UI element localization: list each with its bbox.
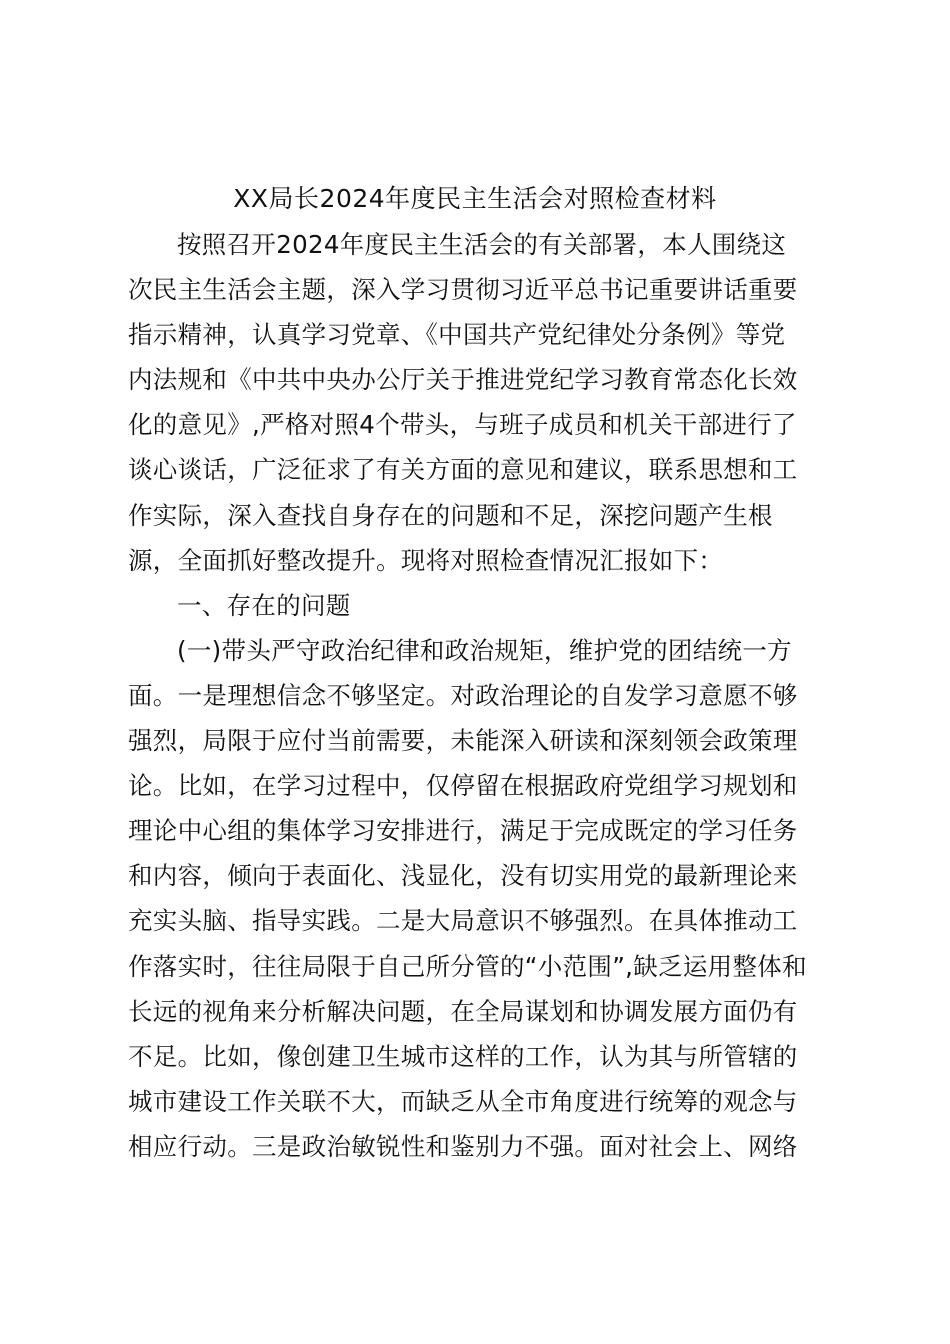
paragraph-line: 城市建设工作关联不大，而缺乏从全市角度进行统筹的观念与 xyxy=(128,1086,798,1116)
paragraph-line: 源，全面抓好整改提升。现将对照检查情况汇报如下： xyxy=(128,545,724,575)
paragraph-line: 不足。比如，像创建卫生城市这样的工作，认为其与所管辖的 xyxy=(128,1041,798,1071)
paragraph-line: 长远的视角来分析解决问题，在全局谋划和协调发展方面仍有 xyxy=(128,996,798,1026)
paragraph-line: 指示精神，认真学习党章、《中国共产党纪律处分条例》等党 xyxy=(128,320,786,350)
paragraph-line: 内法规和《中共中央办公厅关于推进党纪学习教育常态化长效 xyxy=(128,365,798,395)
paragraph-line: 和内容，倾向于表面化、浅显化，没有切实用党的最新理论来 xyxy=(128,861,798,891)
paragraph-line: 强烈，局限于应付当前需要，未能深入研读和深刻领会政策理 xyxy=(128,726,798,756)
paragraph-line: 面。一是理想信念不够坚定。对政治理论的自发学习意愿不够 xyxy=(128,680,798,710)
paragraph-line: 理论中心组的集体学习安排进行，满足于完成既定的学习任务 xyxy=(128,816,798,846)
document-body xyxy=(128,222,828,1169)
paragraph-line: 化的意见》,严格对照4个带头，与班子成员和机关干部进行了 xyxy=(128,410,797,440)
paragraph-line: 作实际，深入查找自身存在的问题和不足，深挖问题产生根 xyxy=(128,500,773,530)
section-heading: 一、存在的问题 xyxy=(177,590,351,620)
paragraph-line: 论。比如，在学习过程中，仅停留在根据政府党组学习规划和 xyxy=(128,771,798,801)
paragraph-line: 相应行动。三是政治敏锐性和鉴别力不强。面对社会上、网络 xyxy=(128,1131,798,1161)
paragraph-line: (一)带头严守政治纪律和政治规矩，维护党的团结统一方 xyxy=(177,635,792,665)
paragraph-line: 按照召开2024年度民主生活会的有关部署，本人围绕这 xyxy=(177,230,787,259)
paragraph-line: 作落实时，往往局限于自己所分管的“小范围”,缺乏运用整体和 xyxy=(128,951,807,981)
document-title: XX局长2024年度民主生活会对照检查材料 xyxy=(233,184,717,213)
paragraph-line: 充实头脑、指导实践。二是大局意识不够强烈。在具体推动工 xyxy=(128,906,798,936)
paragraph-line: 谈心谈话，广泛征求了有关方面的意见和建议，联系思想和工 xyxy=(128,455,798,485)
paragraph-line: 次民主生活会主题，深入学习贯彻习近平总书记重要讲话重要 xyxy=(128,275,798,305)
